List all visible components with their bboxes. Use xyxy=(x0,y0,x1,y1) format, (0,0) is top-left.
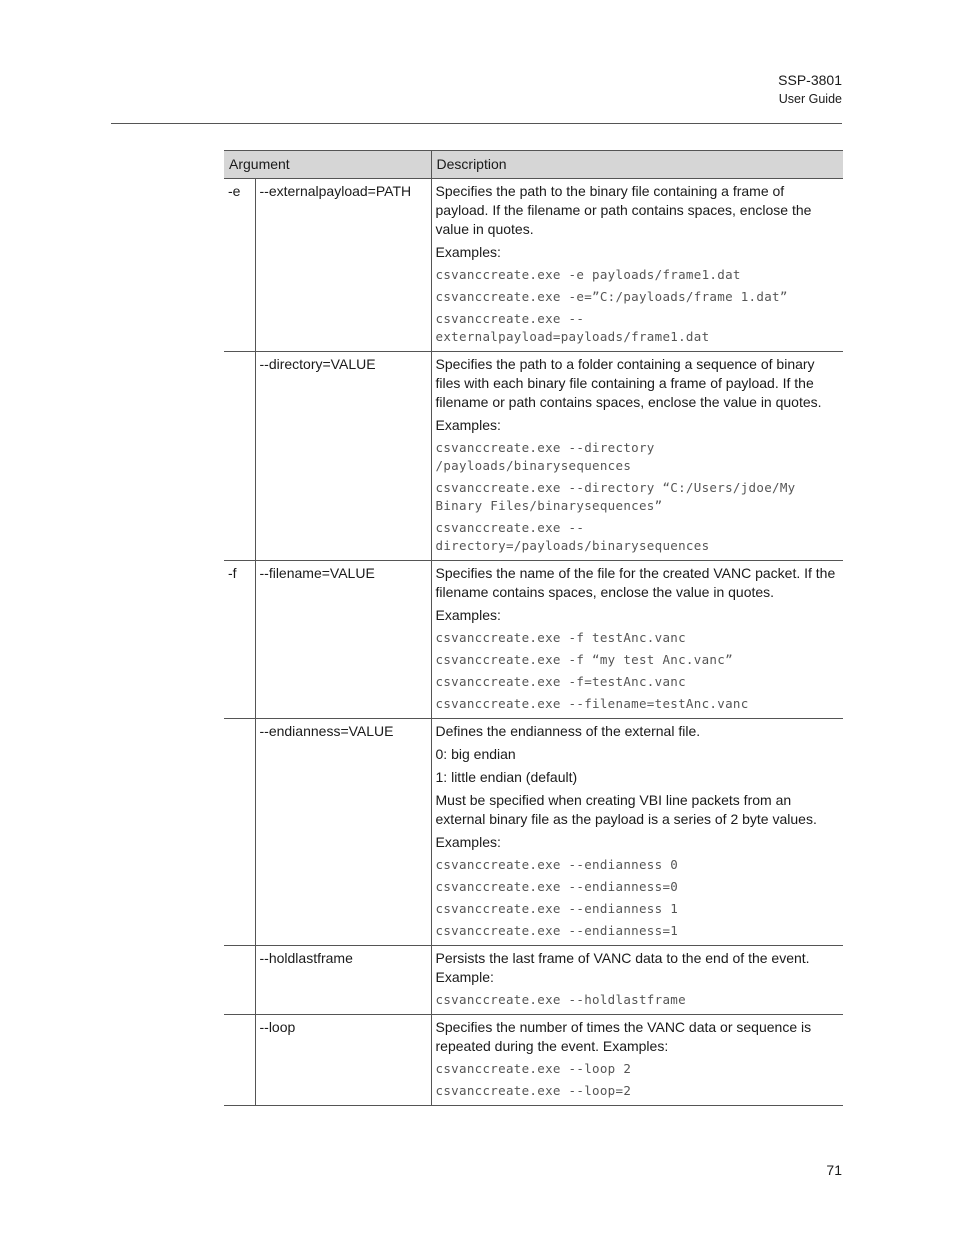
argument-long: --loop xyxy=(255,1015,431,1106)
document-type: User Guide xyxy=(778,92,842,106)
code-example: csvanccreate.exe --endianness 0 xyxy=(435,857,679,872)
code-example: csvanccreate.exe -f=testAnc.vanc xyxy=(435,674,686,689)
table-row xyxy=(224,561,843,719)
argument-short xyxy=(224,946,255,1015)
argument-long: --endianness=VALUE xyxy=(255,719,431,946)
argument-short: -e xyxy=(224,179,255,352)
argument-description xyxy=(431,561,843,719)
column-header-argument: Argument xyxy=(224,151,431,179)
description-text: Specifies the number of times the VANC data or sequence is repeated during the event. Examples: xyxy=(435,1019,812,1054)
description-text: Specifies the path to a folder containing a sequence of binary files with each binary file containing a frame of payload. If the filename or path contains spaces, enclose the value in quotes. xyxy=(435,356,822,410)
argument-description xyxy=(431,1015,843,1106)
code-example: csvanccreate.exe --directory=/payloads/binarysequences xyxy=(435,520,710,553)
description-text: Specifies the path to the binary file containing a frame of payload. If the filename or path contains spaces, enclose the value in quotes. xyxy=(435,183,812,237)
description-text: Defines the endianness of the external file. xyxy=(435,723,701,739)
page-number: 71 xyxy=(826,1162,842,1178)
table-row xyxy=(224,719,843,946)
code-example: csvanccreate.exe --externalpayload=payloads/frame1.dat xyxy=(435,311,710,344)
description-text: Examples: xyxy=(435,417,501,433)
description-text: 0: big endian xyxy=(435,746,516,762)
argument-short xyxy=(224,1015,255,1106)
description-text: Examples: xyxy=(435,244,501,260)
argument-short xyxy=(224,352,255,561)
description-text: 1: little endian (default) xyxy=(435,769,578,785)
code-example: csvanccreate.exe -f testAnc.vanc xyxy=(435,630,686,645)
code-example: csvanccreate.exe -e=”C:/payloads/frame 1.dat” xyxy=(435,289,788,304)
page-header xyxy=(778,70,842,108)
code-example: csvanccreate.exe --loop 2 xyxy=(435,1061,632,1076)
table-row xyxy=(224,352,843,561)
argument-description xyxy=(431,719,843,946)
description-text: Examples: xyxy=(435,607,501,623)
code-example: csvanccreate.exe --endianness=1 xyxy=(435,923,679,938)
code-example: csvanccreate.exe --loop=2 xyxy=(435,1083,632,1098)
argument-long: --externalpayload=PATH xyxy=(255,179,431,352)
code-example: csvanccreate.exe -f “my test Anc.vanc” xyxy=(435,652,733,667)
description-text: Examples: xyxy=(435,834,501,850)
code-example: csvanccreate.exe --endianness 1 xyxy=(435,901,679,916)
description-text: Persists the last frame of VANC data to the end of the event. Example: xyxy=(435,950,810,985)
arguments-table xyxy=(224,150,843,1106)
table-row xyxy=(224,946,843,1015)
description-text: Specifies the name of the file for the created VANC packet. If the filename contains spaces, enclose the value in quotes. xyxy=(435,565,836,600)
argument-short xyxy=(224,719,255,946)
table-body xyxy=(224,179,843,1106)
argument-long: --directory=VALUE xyxy=(255,352,431,561)
code-example: csvanccreate.exe --endianness=0 xyxy=(435,879,679,894)
argument-long: --holdlastframe xyxy=(255,946,431,1015)
argument-long: --filename=VALUE xyxy=(255,561,431,719)
product-name: SSP-3801 xyxy=(778,72,842,88)
code-example: csvanccreate.exe --directory “C:/Users/jdoe/My Binary Files/binarysequences” xyxy=(435,480,796,513)
argument-description xyxy=(431,352,843,561)
argument-short: -f xyxy=(224,561,255,719)
header-divider xyxy=(111,123,842,124)
description-text: Must be specified when creating VBI line packets from an external binary file as the payload is a series of 2 byte values. xyxy=(435,792,817,827)
code-example: csvanccreate.exe --filename=testAnc.vanc xyxy=(435,696,749,711)
code-example: csvanccreate.exe -e payloads/frame1.dat xyxy=(435,267,741,282)
argument-description xyxy=(431,179,843,352)
table-row xyxy=(224,179,843,352)
table-header-row xyxy=(224,151,843,179)
code-example: csvanccreate.exe --holdlastframe xyxy=(435,992,686,1007)
column-header-description: Description xyxy=(431,151,843,179)
table-row xyxy=(224,1015,843,1106)
code-example: csvanccreate.exe --directory /payloads/binarysequences xyxy=(435,440,655,473)
argument-description xyxy=(431,946,843,1015)
